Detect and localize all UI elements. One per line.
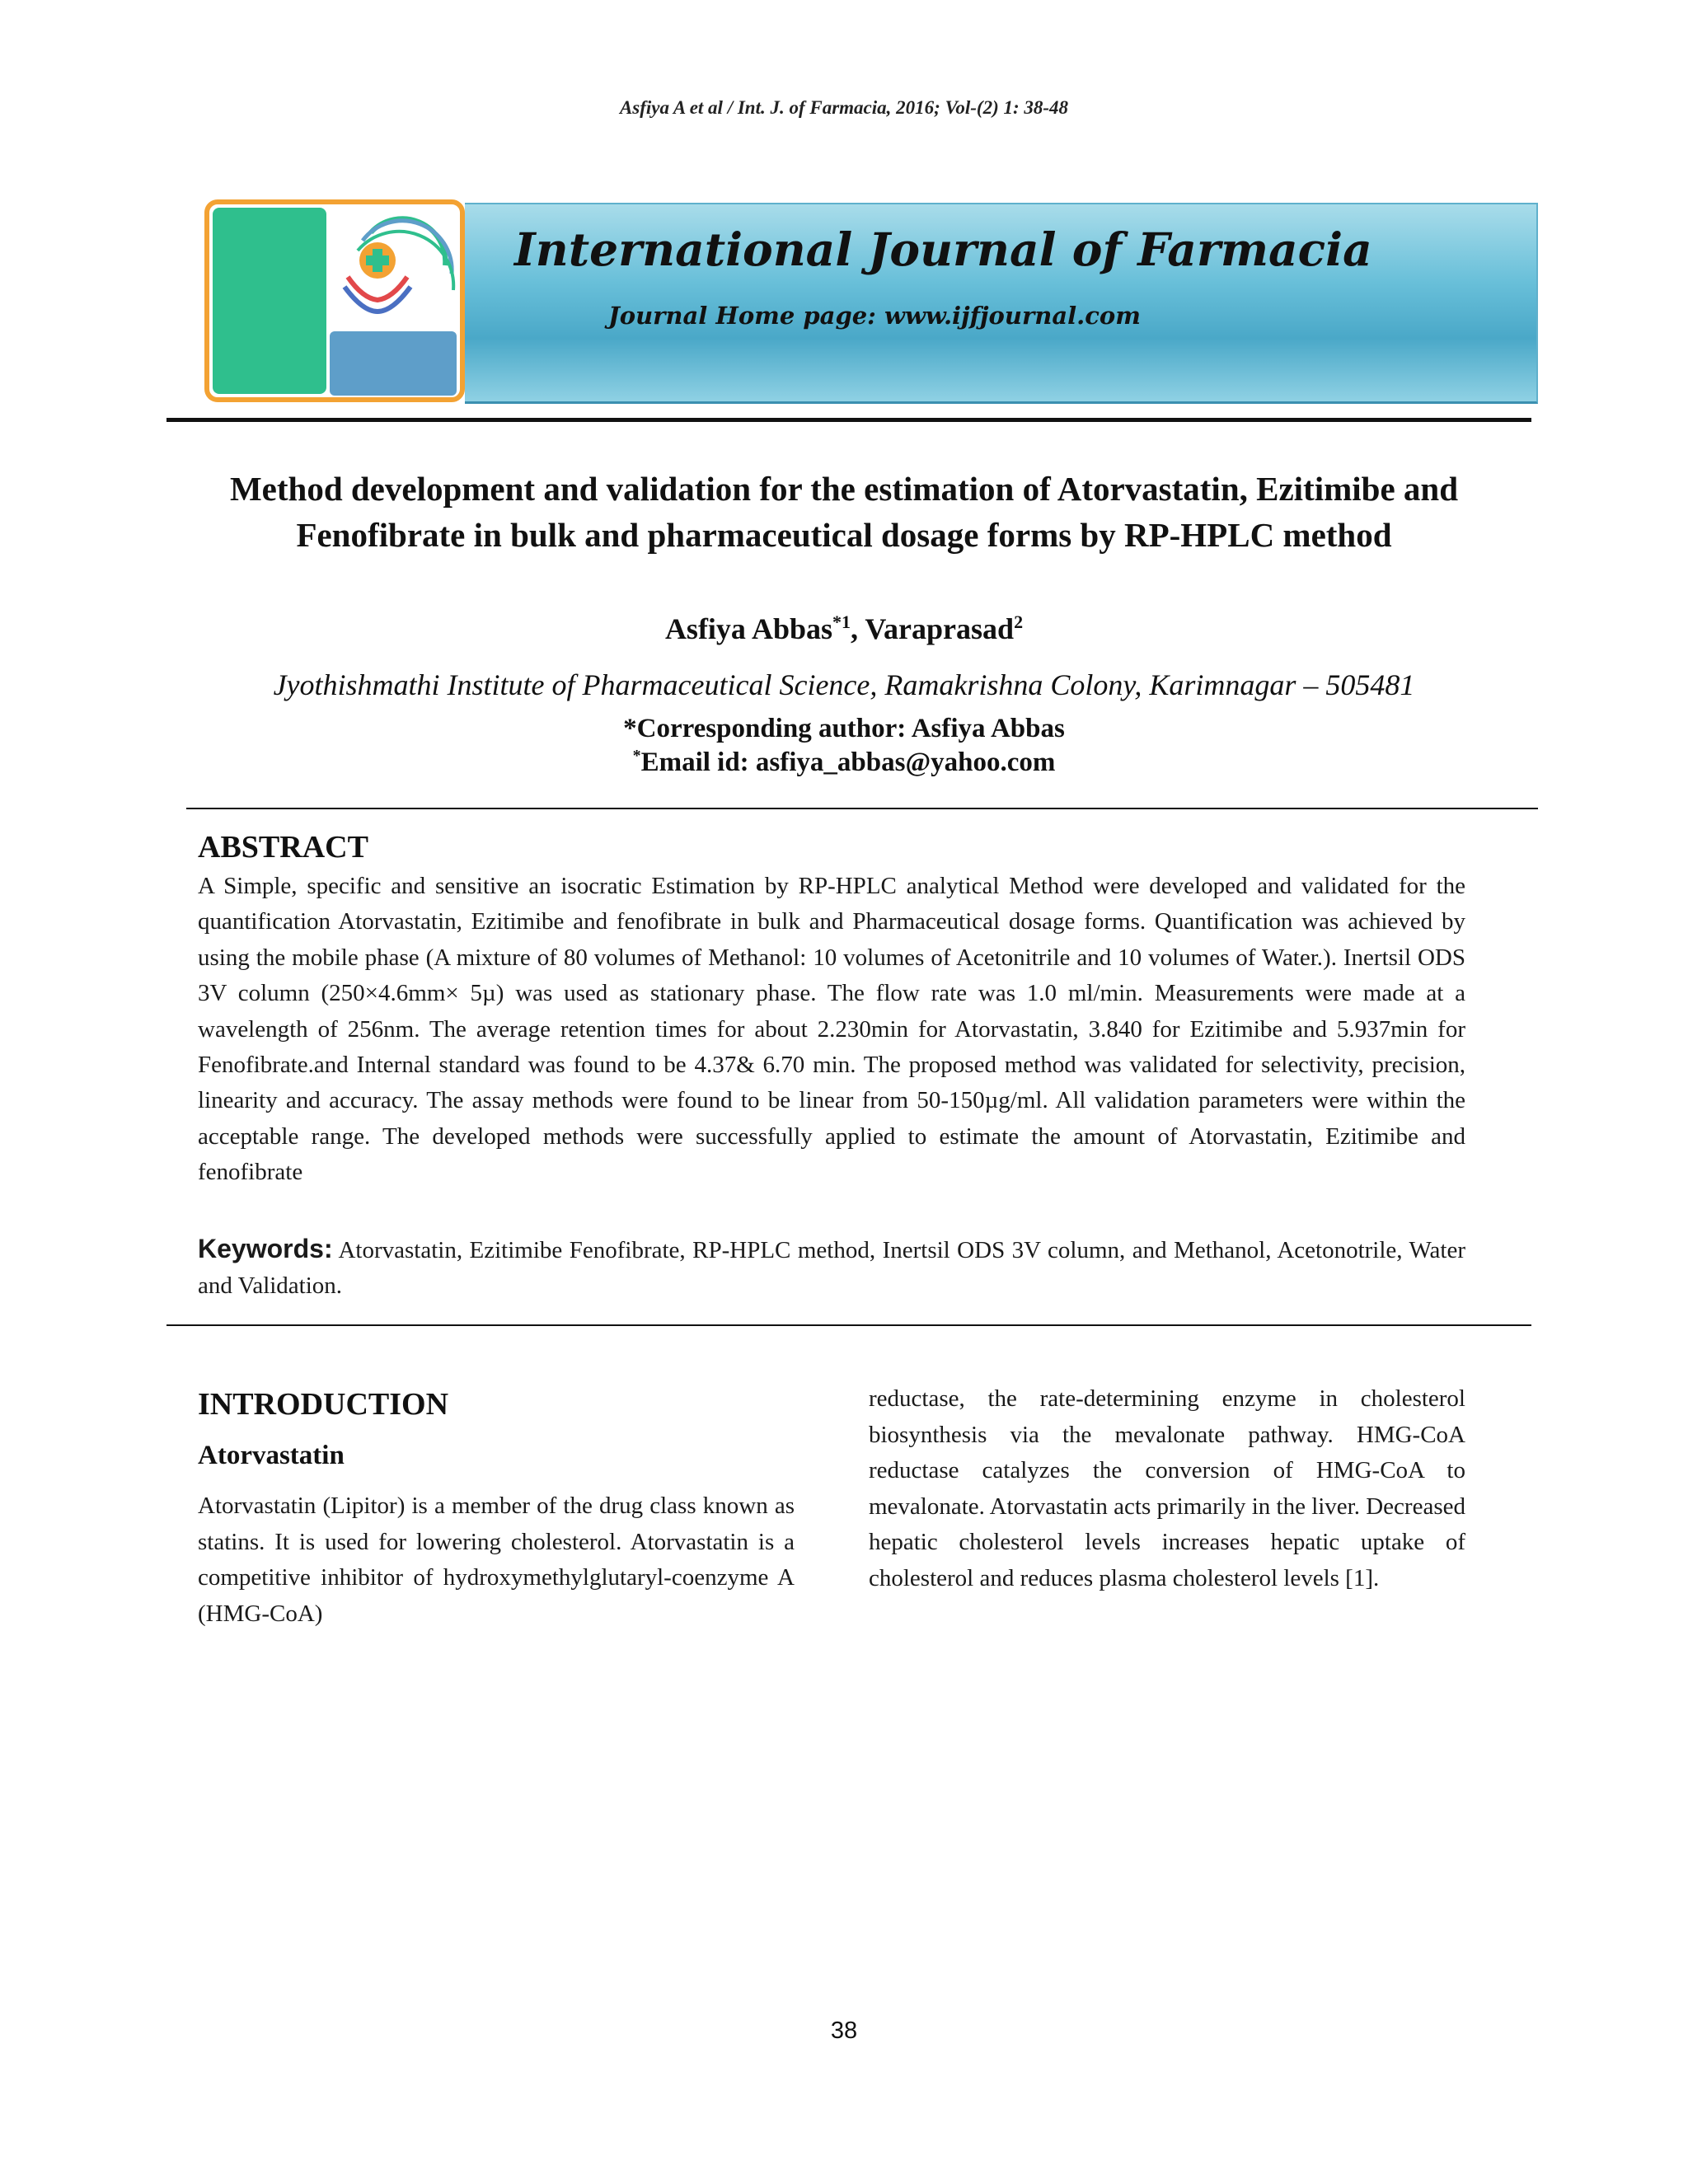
journal-banner <box>204 199 1538 405</box>
keywords-label: Keywords: <box>198 1234 333 1263</box>
author-name: Varaprasad <box>865 612 1015 645</box>
author-separator: , <box>851 612 865 645</box>
logo-blue-panel <box>330 331 457 396</box>
email-line <box>0 747 1688 778</box>
body-column-right: reductase, the rate-determining enzyme in cholesterol biosynthesis via the mevalonate pathway. HMG-CoA reductase catalyzes the conversion of HMG-CoA to mevalonate. Atorvastatin acts primarily in the liver. Decreased hepatic cholesterol levels increases hepatic uptake of cholesterol and reduces plasma cholesterol levels [1]. <box>869 1385 1465 1591</box>
subsection-heading: Atorvastatin <box>198 1441 345 1470</box>
logo-green-panel <box>213 208 326 394</box>
article-title: Method development and validation for the estimation of Atorvastatin, Ezitimibe and Fenofibrate in bulk and pharmaceutical dosage forms by RP-HPLC method <box>229 470 1459 554</box>
divider <box>166 1324 1531 1326</box>
banner-rule <box>166 418 1531 422</box>
author-affiliation-mark: *1 <box>832 612 851 632</box>
section-heading: INTRODUCTION <box>198 1387 449 1422</box>
banner-band <box>465 203 1538 404</box>
email-mark: * <box>632 747 641 765</box>
body-column-left: Atorvastatin (Lipitor) is a member of the drug class known as statins. It is used for lowering cholesterol. Atorvastatin is a competitive inhibitor of hydroxymethylglutaryl-coenzyme A (HMG-CoA) <box>198 1493 795 1627</box>
running-header: Asfiya A et al / Int. J. of Farmacia, 2016; Vol-(2) 1: 38-48 <box>619 97 1069 118</box>
abstract-heading: ABSTRACT <box>198 830 368 865</box>
journal-logo <box>204 199 465 402</box>
email-text: Email id: asfiya_abbas@yahoo.com <box>640 748 1056 777</box>
abstract-text: A Simple, specific and sensitive an isocratic Estimation by RP-HPLC analytical Method were developed and validated for the quantification Atorvastatin, Ezitimibe and fenofibrate in bulk and Pharmaceutical dosage forms. Quantification was achieved by using the mobile phase (A mixture of 80 volumes of Methanol: 10 volumes of Acetonitrile and 10 volumes of Water.). Inertsil ODS 3V column (250×4.6mm× 5µ) was used as stationary phase. The flow rate was 1.0 ml/min. Measurements were made at a wavelength of 256nm. The average retention times for about 2.230min for Atorvastatin, 3.840 for Ezitimibe and 5.937min for Fenofibrate.and Internal standard was found to be 4.37& 6.70 min. The proposed method was validated for selectivity, precision, linearity and accuracy. The assay methods were found to be linear from 50-150µg/ml. All validation parameters were within the acceptable range. The developed methods were successfully applied to estimate the amount of Atorvastatin, Ezitimibe and fenofibrate <box>198 873 1465 1186</box>
page-number: 38 <box>830 2018 858 2044</box>
keywords <box>198 1231 1465 1305</box>
author-affiliation-mark: 2 <box>1014 612 1024 632</box>
author-line <box>0 612 1688 646</box>
corresponding-author: *Corresponding author: Asfiya Abbas <box>623 714 1065 743</box>
divider <box>186 808 1538 809</box>
affiliation: Jyothishmathi Institute of Pharmaceutical Science, Ramakrishna Colony, Karimnagar – 505481 <box>273 668 1415 701</box>
keywords-text: Atorvastatin, Ezitimibe Fenofibrate, RP-HPLC method, Inertsil ODS 3V column, and Methanol, Acetonotrile, Water and Validation. <box>198 1237 1465 1300</box>
author-name: Asfiya Abbas <box>664 612 832 645</box>
medical-cross-hands-icon <box>330 208 457 328</box>
journal-home-page: Journal Home page: www.ijfjournal.com <box>608 302 1141 330</box>
journal-title: International Journal of Farmacia <box>514 223 1372 276</box>
